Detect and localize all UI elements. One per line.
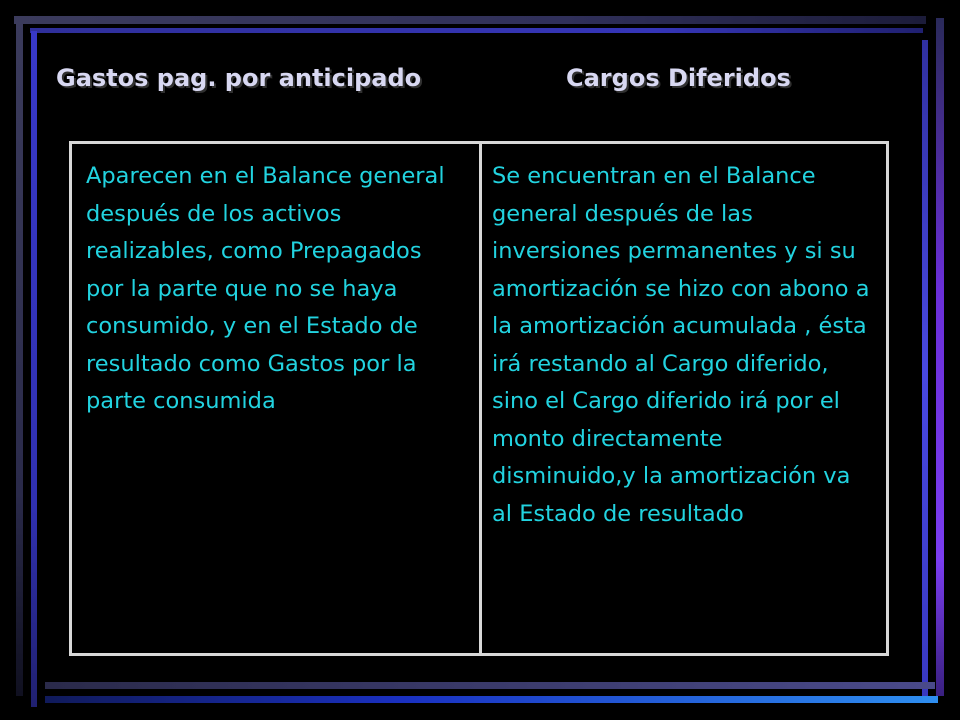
table-cell-prepaid-expenses: Aparecen en el Balance general después de los activos realizables, como Prepagados por la parte que no se haya consumido, y en el Estado de resultado como Gastos por la parte consumida <box>72 144 482 653</box>
frame-left-inner-bar <box>31 31 37 707</box>
frame-top-outer-bar <box>14 16 926 24</box>
frame-bottom-outer-bar <box>45 696 938 703</box>
frame-bottom-inner-bar <box>45 682 935 689</box>
column-heading-prepaid-expenses: Gastos pag. por anticipado <box>56 64 422 92</box>
column-heading-deferred-charges: Cargos Diferidos <box>566 64 791 92</box>
frame-left-outer-bar <box>16 20 23 696</box>
frame-top-inner-bar <box>30 28 923 33</box>
frame-right-inner-bar <box>922 40 928 700</box>
comparison-table <box>69 141 889 656</box>
table-cell-deferred-charges: Se encuentran en el Balance general después de las inversiones permanentes y si su amortización se hizo con abono a la amortización acumulada , ésta irá restando al Cargo diferido, sino el Cargo diferido irá por el monto directamente disminuido,y la amortización va al Estado de resultado <box>492 163 870 527</box>
frame-right-outer-bar <box>936 18 944 696</box>
